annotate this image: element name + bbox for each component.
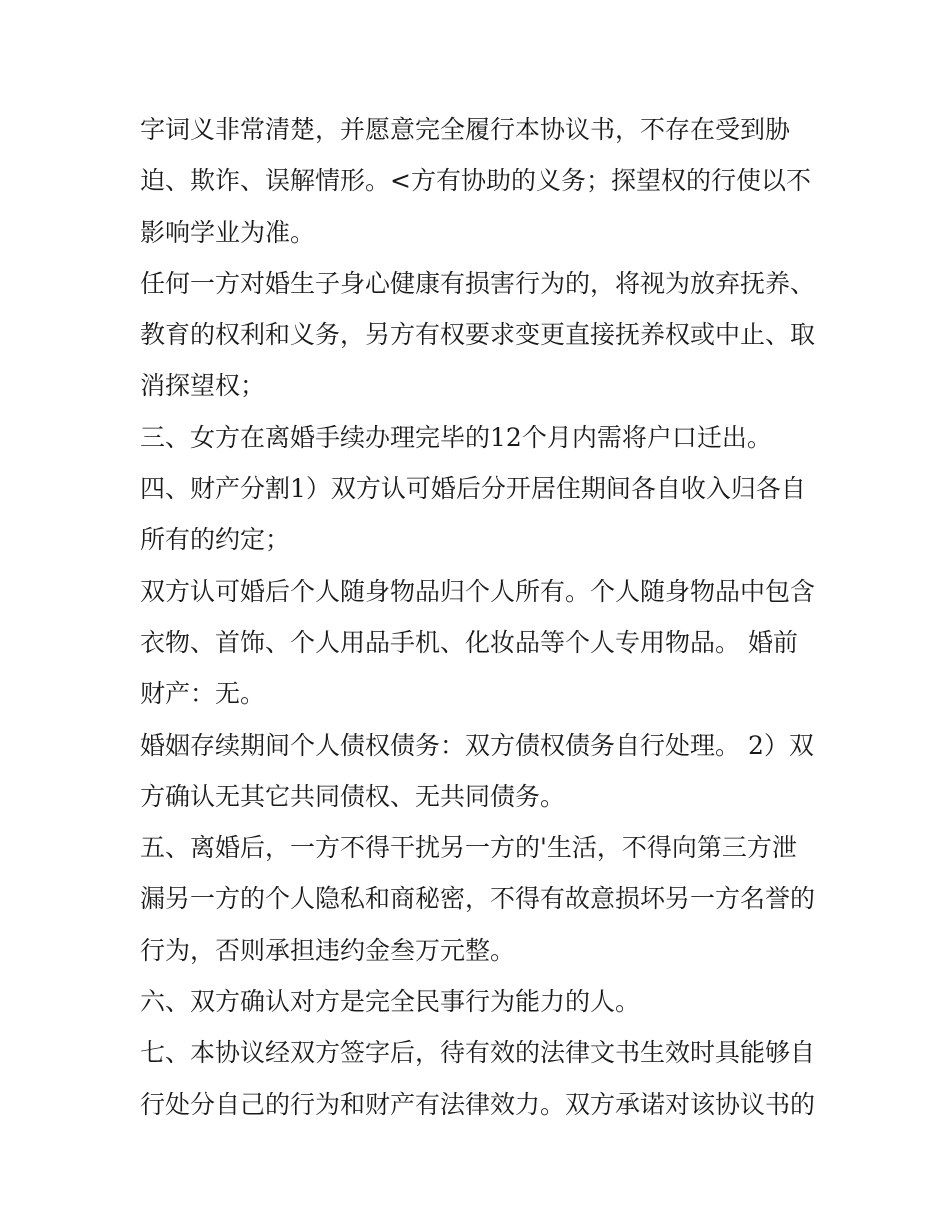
text-line: 六、双方确认对方是完全民事行为能力的人。 (140, 987, 641, 1017)
text-line: 教育的权利和义务，另方有权要求变更直接抚养权或中止、取 (140, 320, 816, 350)
text-line: 任何一方对婚生子身心健康有损害行为的，将视为放弃抚养、 (140, 268, 816, 298)
text-line: 行为，否则承担违约金叁万元整。 (140, 935, 516, 965)
text-line: 行处分自己的行为和财产有法律效力。双方承诺对该协议书的 (140, 1089, 816, 1119)
text-line: 三、女方在离婚手续办理完毕的12个月内需将户口迁出。 (140, 422, 772, 452)
text-line: 财产：无。 (140, 679, 266, 709)
text-line: 字词义非常清楚，并愿意完全履行本协议书，不存在受到胁 (140, 115, 791, 144)
text-line: 漏另一方的个人隐私和商秘密，不得有故意损坏另一方名誉的 (140, 884, 816, 914)
document-body (140, 104, 830, 1130)
text-line: 迫、欺诈、误解情形。<方有协助的义务；探望权的行使以不 (140, 166, 811, 196)
text-line: 衣物、首饰、个人用品手机、化妆品等个人专用物品。 婚前 (140, 627, 798, 657)
text-line: 方确认无其它共同债权、无共同债务。 (140, 781, 566, 811)
text-line: 四、财产分割1）双方认可婚后分开居住期间各自收入归各自 (140, 474, 806, 504)
text-line: 影响学业为准。 (140, 217, 316, 247)
text-line: 所有的约定； (140, 525, 291, 555)
text-line: 消探望权； (140, 371, 266, 401)
text-line: 双方认可婚后个人随身物品归个人所有。个人随身物品中包含 (140, 576, 816, 606)
text-line: 婚姻存续期间个人债权债务：双方债权债务自行处理。 2）双 (140, 730, 814, 760)
text-line: 七、本协议经双方签字后，待有效的法律文书生效时具能够自 (140, 1038, 816, 1068)
text-line: 五、离婚后，一方不得干扰另一方的'生活，不得向第三方泄 (140, 833, 797, 863)
